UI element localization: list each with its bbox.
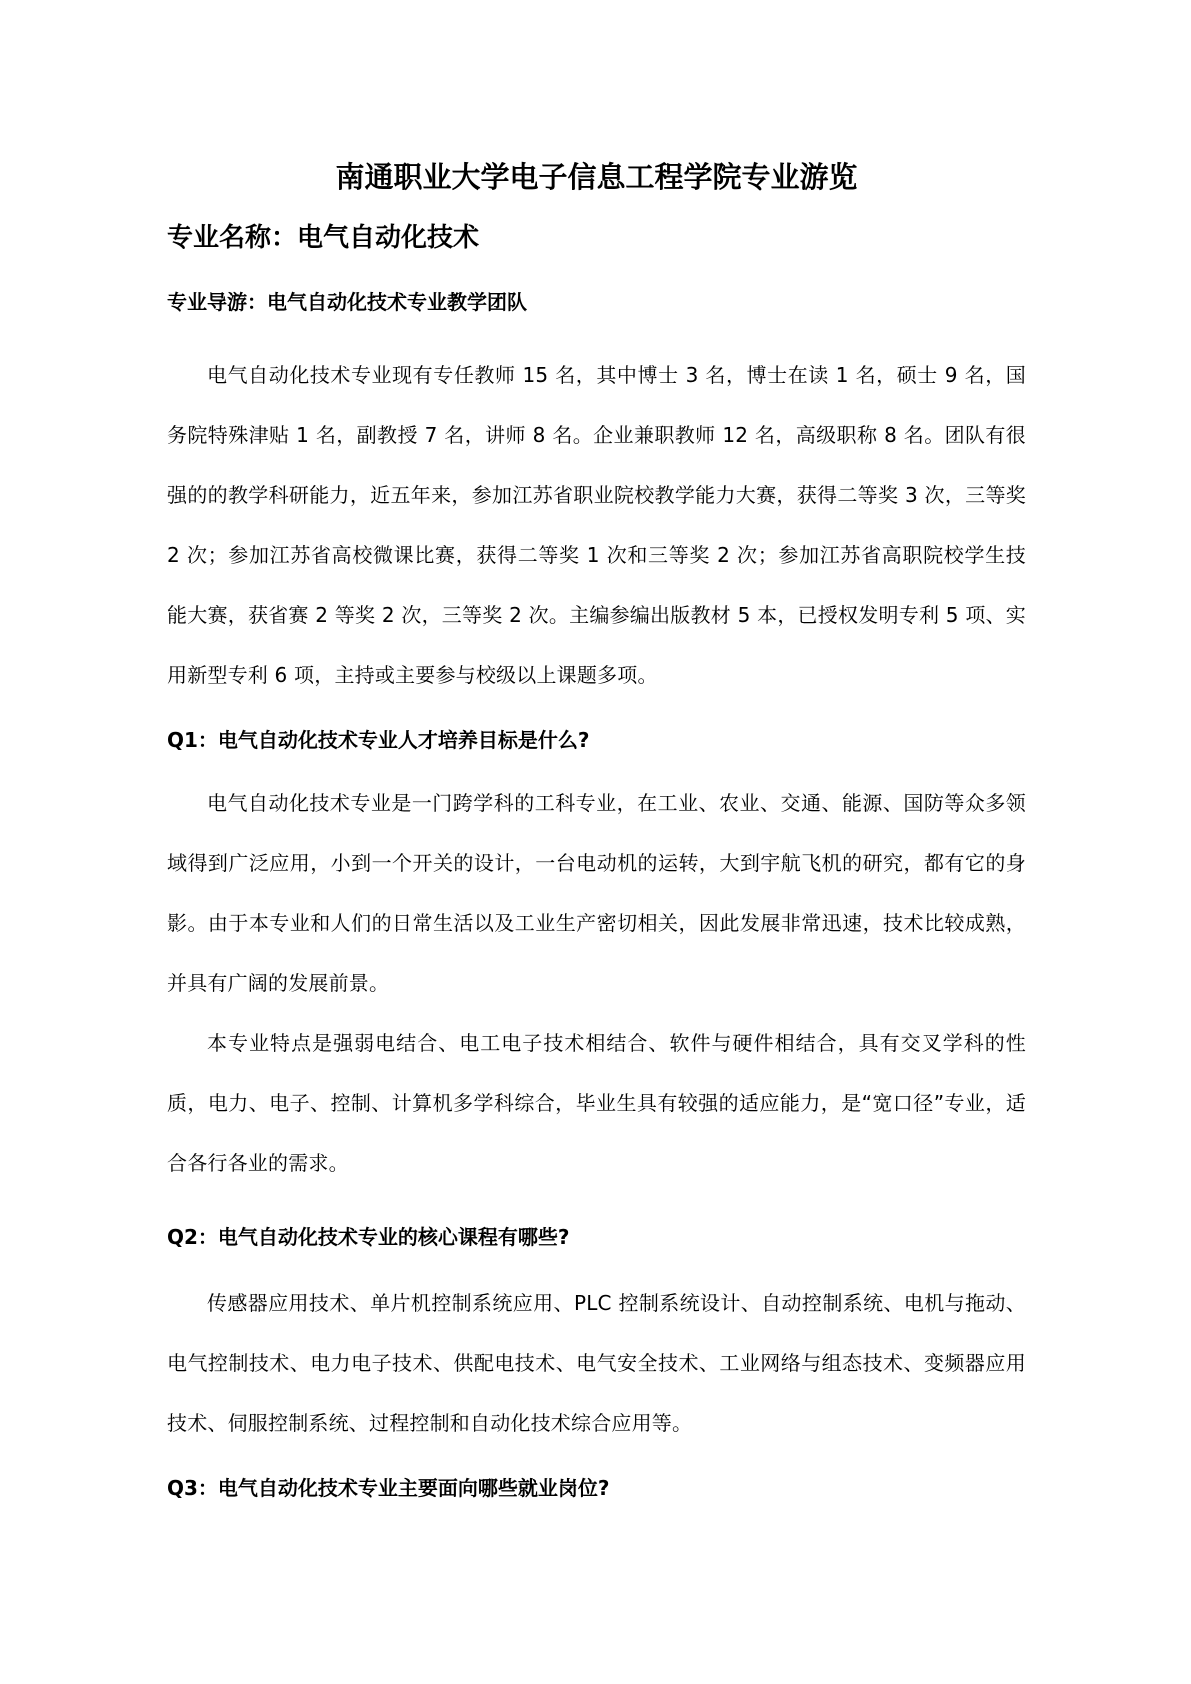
major-guide-heading: 专业导游：电气自动化技术专业教学团队 — [167, 290, 527, 314]
answer-2-paragraph-1: 传感器应用技术、单片机控制系统应用、PLC 控制系统设计、自动控制系统、电机与拖动、电气控制技术、电力电子技术、供配电技术、电气安全技术、工业网络与组态技术、变频器应用技术、伺服控制系统、过程控制和自动化技术综合应用等。 — [167, 1291, 1026, 1435]
answer-1-paragraph-2: 本专业特点是强弱电结合、电工电子技术相结合、软件与硬件相结合，具有交叉学科的性质，电力、电子、控制、计算机多学科综合，毕业生具有较强的适应能力，是“宽口径”专业，适合各行各业的需求。 — [167, 1031, 1026, 1175]
intro-paragraph: 电气自动化技术专业现有专任教师 15 名，其中博士 3 名，博士在读 1 名，硕士 9 名，国务院特殊津贴 1 名，副教授 7 名，讲师 8 名。企业兼职教师 12 名，高级职称 8 名。团队有很强的的教学科研能力，近五年来，参加江苏省职业院校教学能力大赛，获得二等奖 3 次，三等奖 2 次；参加江苏省高校微课比赛，获得二等奖 1 次和三等奖 2 次；参加江苏省高职院校学生技能大赛，获省赛 2 等奖 2 次，三等奖 2 次。主编参编出版教材 5 本，已授权发明专利 5 项、实用新型专利 6 项，主持或主要参与校级以上课题多项。 — [167, 363, 1026, 687]
question-3-heading: Q3：电气自动化技术专业主要面向哪些就业岗位? — [167, 1476, 610, 1500]
question-1-heading: Q1：电气自动化技术专业人才培养目标是什么? — [167, 728, 590, 752]
document-title: 南通职业大学电子信息工程学院专业游览 — [335, 160, 858, 194]
question-2-heading: Q2：电气自动化技术专业的核心课程有哪些? — [167, 1225, 570, 1249]
major-name-heading: 专业名称：电气自动化技术 — [167, 223, 480, 253]
answer-1-paragraph-1: 电气自动化技术专业是一门跨学科的工科专业，在工业、农业、交通、能源、国防等众多领域得到广泛应用，小到一个开关的设计，一台电动机的运转，大到宇航飞机的研究，都有它的身影。由于本专业和人们的日常生活以及工业生产密切相关，因此发展非常迅速，技术比较成熟，并具有广阔的发展前景。 — [167, 791, 1026, 995]
